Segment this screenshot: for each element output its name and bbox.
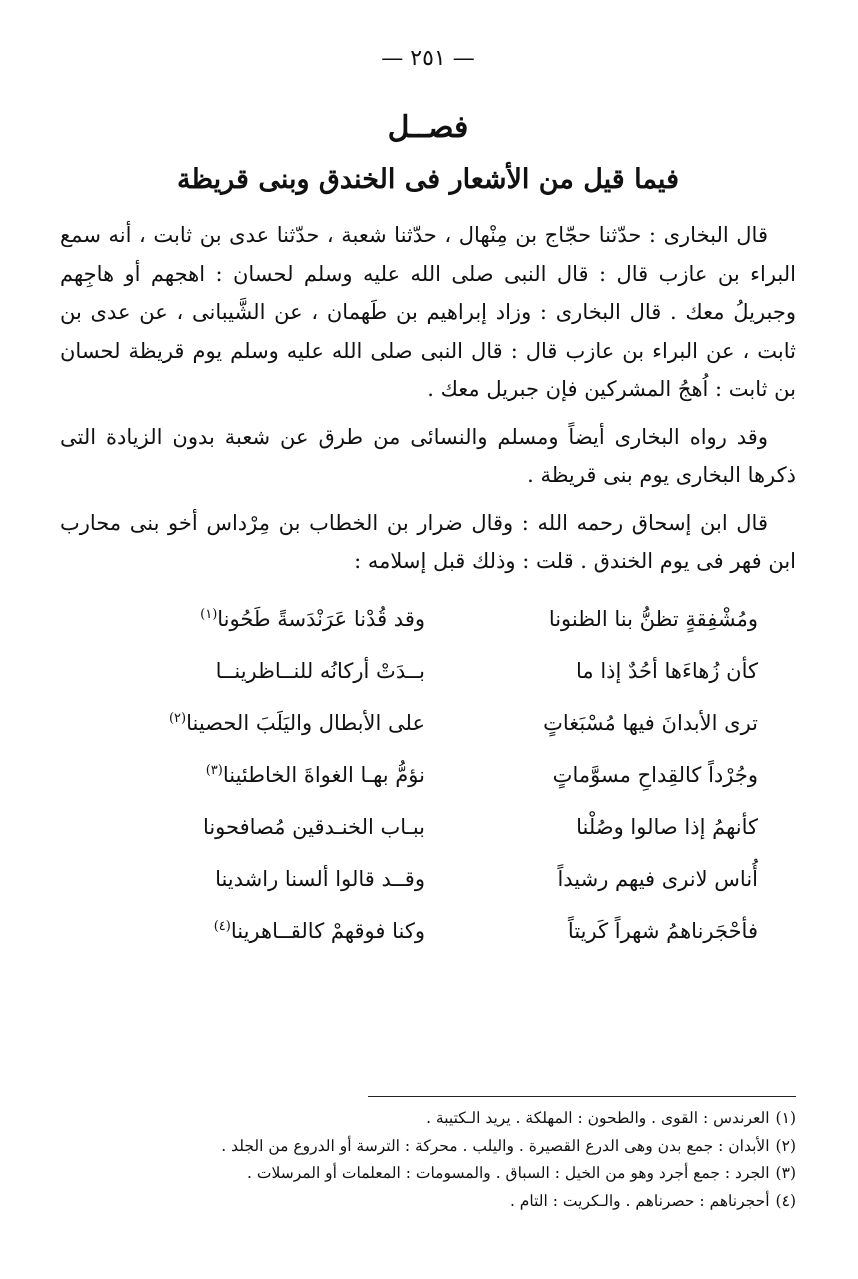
- poem-verse: [140, 801, 758, 853]
- footnote-number: (١): [775, 1109, 796, 1127]
- poem-verse: [140, 749, 758, 801]
- verse-second-hemistich: [140, 593, 425, 645]
- page-number: — ٢٥١ —: [381, 46, 475, 71]
- poem-verse: [140, 593, 758, 645]
- footnote: [60, 1133, 796, 1161]
- footnote: [60, 1160, 796, 1188]
- verse-second-text: بــدَتْ أركانُه للنــاظرينــا: [215, 658, 425, 683]
- footnote-number: (٤): [775, 1191, 796, 1210]
- verse-first-hemistich: ترى الأبدانَ فيها مُسْبَغاتٍ: [543, 710, 758, 735]
- section-title: فصــل: [387, 110, 469, 145]
- verse-second-hemistich: [140, 749, 425, 801]
- footnote-reference: (٢): [168, 710, 187, 726]
- verse-second-hemistich: [140, 853, 425, 905]
- poem-verse: [140, 645, 758, 697]
- verse-second-text: ببـاب الخنـدقين مُصافحونا: [202, 814, 425, 839]
- verse-second-text: نؤمُّ بهـا الغواةَ الخاطئينا: [222, 762, 425, 787]
- footnote-reference: (٣): [205, 762, 223, 778]
- verse-second-hemistich: [140, 801, 425, 853]
- footnote-text: الأبدان : جمع بدن وهى الدرع القصيرة . واليلب . محركة : الترسة أو الدروع من الجلد .: [221, 1136, 770, 1155]
- footnote-reference: (١): [200, 606, 218, 622]
- footnote: [60, 1188, 796, 1216]
- paragraph-narration: وقد رواه البخارى أيضاً ومسلم والنسائى من طرق عن شعبة بدون الزيادة التى ذكرها البخارى يوم بنى قريظة .: [60, 424, 796, 487]
- footnote-text: أحجرناهم : حصرناهم . والـكريت : التام .: [509, 1191, 770, 1210]
- verse-first-hemistich: كأن زُهاءَها أحُدٌ إذا ما: [576, 658, 758, 683]
- footnote-divider: [368, 1096, 796, 1097]
- verse-second-hemistich: [140, 905, 425, 957]
- poem-verse: [140, 697, 758, 749]
- verse-second-text: وكنا فوقهمْ كالقــاهرينا: [230, 918, 425, 943]
- verse-second-hemistich: [140, 645, 425, 697]
- verse-second-text: على الأبطال واليَلَبَ الحصينا: [186, 710, 425, 735]
- footnotes: [60, 1105, 796, 1215]
- verse-first-hemistich: وجُرْداً كالقِداحِ مسوَّماتٍ: [552, 762, 758, 787]
- footnote-number: (٢): [775, 1136, 796, 1155]
- verse-first-hemistich: ومُشْفِقةٍ تظنُّ بنا الظنونا: [548, 606, 758, 631]
- footnote: [60, 1105, 796, 1133]
- paragraph-hadith: قال البخارى : حدّثنا حجّاج بن مِنْهال ، حدّثنا شعبة ، حدّثنا عدى بن ثابت ، أنه سمع البراء بن عازب قال : قال النبى صلى الله عليه وسلم لحسان : اهجهم أو هاجِهم وجبريلُ معك . قال البخارى : وزاد إبراهيم بن طَهمان ، عن الشَّيبانى ، عن عدى بن ثابت ، عن البراء بن عازب قال : قال النبى صلى الله عليه وسلم يوم قريظة لحسان بن ثابت : اُهجُ المشركين فإن جبريل معك .: [60, 223, 796, 401]
- poem: [140, 593, 758, 957]
- verse-second-text: وقد قُدْنا عَرَنْدَسةً طَحُونا: [217, 606, 425, 631]
- verse-first-hemistich: فأحْجَرناهمُ شهراً كَريتاً: [567, 918, 758, 943]
- footnote-number: (٣): [775, 1164, 796, 1182]
- poem-verse: [140, 905, 758, 957]
- footnote-text: الجرد : جمع أجرد وهو من الخيل : السباق . والمسومات : المعلمات أو المرسلات .: [247, 1164, 770, 1182]
- verse-first-hemistich: أُناس لانرى فيهم رشيداً: [557, 866, 758, 891]
- paragraph-poem-intro: قال ابن إسحاق رحمه الله : وقال ضرار بن الخطاب بن مِرْداس أخو بنى محارب ابن فهر فى يوم الخندق . قلت : وذلك قبل إسلامه :: [60, 510, 796, 573]
- section-subtitle: فيما قيل من الأشعار فى الخندق وبنى قريظة: [176, 164, 679, 195]
- verse-first-hemistich: كأنهمُ إذا صالوا وصُلْنا: [576, 814, 758, 839]
- verse-second-text: وقــد قالوا ألسنا راشدينا: [215, 866, 425, 891]
- verse-second-hemistich: [140, 697, 425, 749]
- footnote-reference: (٤): [213, 918, 231, 934]
- poem-verse: [140, 853, 758, 905]
- footnote-text: العرندس : القوى . والطحون : المهلكة . يريد الـكتيبة .: [426, 1109, 770, 1127]
